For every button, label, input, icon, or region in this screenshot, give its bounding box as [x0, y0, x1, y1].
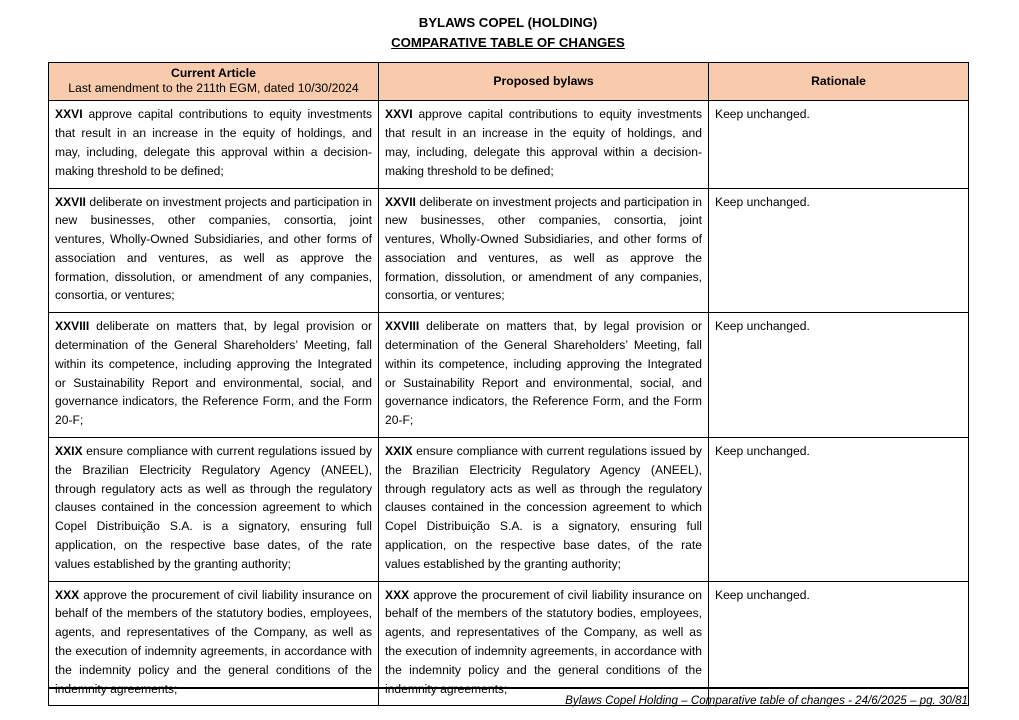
table-row [49, 438, 969, 582]
rationale-cell: Keep unchanged. [709, 438, 969, 582]
article-numeral: XXVIII [55, 319, 90, 334]
proposed-bylaws-cell [379, 101, 709, 188]
header-current-article [49, 62, 379, 101]
article-text: approve the procurement of civil liability insurance on behalf of the members of the statutory bodies, employees, agents, and representatives of the Company, as well as the execution of indemnity agreements, in accordance with the indemnity policy and the general conditions of the indemnity agreements; [55, 587, 372, 696]
page-footer [48, 687, 968, 707]
article-numeral: XXIX [55, 444, 83, 459]
article-text: deliberate on investment projects and participation in new businesses, other companies, consortia, joint ventures, Wholly-Owned Subsidiaries, and other forms of association and ventures, as well as approve the formation, dissolution, or amendment of any companies, consortia, or ventures; [385, 194, 702, 303]
header-row [49, 62, 969, 101]
current-article-cell [49, 313, 379, 438]
table-body [49, 101, 969, 706]
article-numeral: XXVII [385, 194, 416, 209]
article-text: deliberate on investment projects and participation in new businesses, other companies, consortia, joint ventures, Wholly-Owned Subsidiaries, and other forms of association and ventures, as well as approve the formation, dissolution, or amendment of any companies, consortia, or ventures; [55, 194, 372, 303]
current-article-cell [49, 188, 379, 313]
article-text: approve capital contributions to equity investments that result in an increase in the equity of holdings, and may, including, delegate this approval within a decision-making threshold to be defined; [55, 107, 372, 178]
article-numeral: XXX [55, 587, 80, 602]
article-numeral: XXVI [55, 107, 83, 122]
article-text: approve capital contributions to equity investments that result in an increase in the equity of holdings, and may, including, delegate this approval within a decision-making threshold to be defined; [385, 107, 702, 178]
article-numeral: XXVIII [385, 319, 420, 334]
article-text: ensure compliance with current regulations issued by the Brazilian Electricity Regulatory Agency (ANEEL), through regulatory acts as well as through the regulatory clauses contained in the concession agreement to which Copel Distribuição S.A. is a signatory, ensuring full application, on the respective base dates, of the rate values established by the granting authority; [55, 444, 372, 571]
proposed-bylaws-cell [379, 438, 709, 582]
article-numeral: XXVI [385, 107, 413, 122]
rationale-cell: Keep unchanged. [709, 313, 969, 438]
header-proposed-bylaws: Proposed bylaws [379, 62, 709, 101]
current-article-cell [49, 438, 379, 582]
proposed-bylaws-cell [379, 313, 709, 438]
document-title [48, 13, 968, 53]
rationale-cell: Keep unchanged. [709, 188, 969, 313]
table-header [49, 62, 969, 101]
footer-text: Bylaws Copel Holding – Comparative table of changes - 24/6/2025 – pg. 30/81 [565, 694, 968, 707]
article-text: ensure compliance with current regulations issued by the Brazilian Electricity Regulatory Agency (ANEEL), through regulatory acts as well as through the regulatory clauses contained in the concession agreement to which Copel Distribuição S.A. is a signatory, ensuring full application, on the respective base dates, of the rate values established by the granting authority; [385, 444, 702, 571]
article-text: deliberate on matters that, by legal provision or determination of the General Shareholders’ Meeting, fall within its competence, including approving the Integrated or Sustainability Report and environmental, social, and governance indicators, the Reference Form, and the Form 20-F; [55, 319, 372, 428]
article-text: deliberate on matters that, by legal provision or determination of the General Shareholders’ Meeting, fall within its competence, including approving the Integrated or Sustainability Report and environmental, social, and governance indicators, the Reference Form, and the Form 20-F; [385, 319, 702, 428]
rationale-cell: Keep unchanged. [709, 581, 969, 706]
article-numeral: XXVII [55, 194, 86, 209]
table-row [49, 188, 969, 313]
comparative-table [48, 62, 969, 707]
table-row [49, 101, 969, 188]
title-line-1: BYLAWS COPEL (HOLDING) [418, 15, 598, 30]
table-row [49, 313, 969, 438]
current-article-cell [49, 101, 379, 188]
header-rationale: Rationale [709, 62, 969, 101]
article-text: approve the procurement of civil liability insurance on behalf of the members of the statutory bodies, employees, agents, and representatives of the Company, as well as the execution of indemnity agreements, in accordance with the indemnity policy and the general conditions of the indemnity agreements; [385, 587, 702, 696]
article-numeral: XXIX [385, 444, 413, 459]
header-current-article-title: Current Article [171, 65, 256, 80]
header-current-article-subtitle: Last amendment to the 211th EGM, dated 10/30/2024 [68, 81, 359, 96]
title-line-2: COMPARATIVE TABLE OF CHANGES [391, 34, 625, 50]
article-numeral: XXX [385, 587, 410, 602]
rationale-cell: Keep unchanged. [709, 101, 969, 188]
proposed-bylaws-cell [379, 188, 709, 313]
